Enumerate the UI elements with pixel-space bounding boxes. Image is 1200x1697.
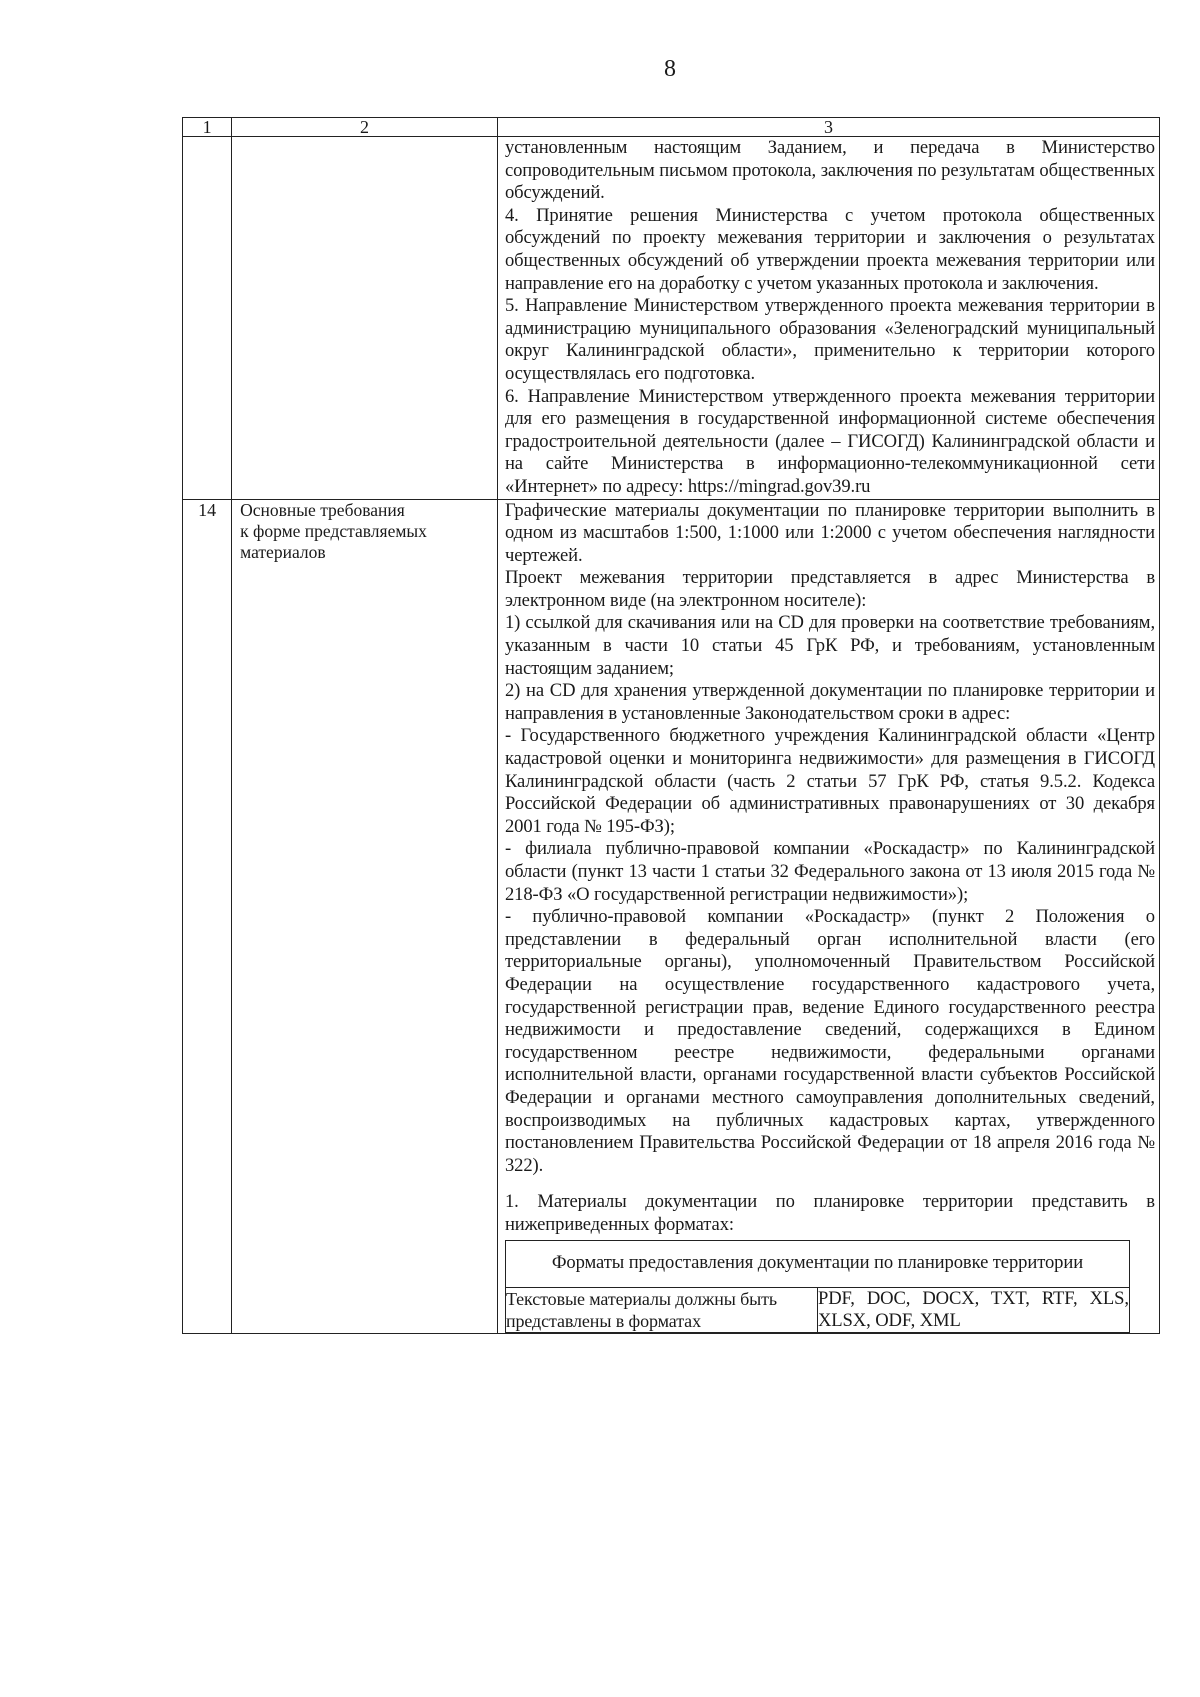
paragraph: - филиала публично-правовой компании «Роскадастр» по Калининградской области (пункт 13 части 1 статьи 32 Федерального закона от 13 июля 2015 года № 218-ФЗ «О государственной регистрации недвижимости»);: [504, 838, 1155, 905]
requirement-line: материалов: [240, 541, 326, 562]
requirements-table: [182, 117, 1160, 1334]
formats-intro: 1. Материалы документации по планировке территории представить в нижеприведенных форматах:: [504, 1191, 1155, 1235]
content-cell: [497, 499, 1159, 1333]
paragraph: Проект межевания территории представляется в адрес Министерства в электронном виде (на электронном носителе):: [504, 567, 1155, 611]
requirement-line: к форме представляемых: [240, 520, 427, 541]
header-col-2: 2: [232, 118, 498, 137]
paragraph: 5. Направление Министерством утвержденного проекта межевания территории в администрацию муниципального образования «Зеленоградский муниципальный округ Калининградской области», применительно к территории которого осуществлялась его подготовка.: [504, 295, 1155, 384]
formats-row: [505, 1287, 1129, 1332]
paragraph: 2) на CD для хранения утвержденной документации по планировке территории и направления в установленные Законодательством сроки в адрес:: [504, 680, 1155, 724]
header-col-3: 3: [497, 118, 1159, 137]
paragraph: - Государственного бюджетного учреждения Калининградской области «Центр кадастровой оценки и мониторинга недвижимости» для размещения в ГИСОГД Калининградской области (часть 2 статьи 57 ГрК РФ, статья 9.5.2. Кодекса Российской Федерации об административных правонарушениях от 30 декабря 2001 года № 195-ФЗ);: [504, 725, 1155, 837]
page-number: 8: [664, 56, 676, 82]
spacer: [505, 1177, 1155, 1191]
formats-title: Форматы предоставления документации по планировке территории: [505, 1240, 1129, 1287]
requirement-empty: [232, 137, 498, 500]
requirement-line: Основные требования: [240, 499, 405, 520]
paragraph: Графические материалы документации по планировке территории выполнить в одном из масштабов 1:500, 1:1000 или 1:2000 с учетом обеспечения наглядности чертежей.: [504, 499, 1155, 566]
table-row-continuation: [183, 137, 1160, 500]
content-cell: [497, 137, 1159, 500]
paragraph: 6. Направление Министерством утвержденного проекта межевания территории для его размещения в государственной информационной системе обеспечения градостроительной деятельности (далее – ГИСОГД) Калининградской области и на сайте Министерства в информационно-телекоммуникационной сети «Интернет» по адресу: https://mingrad.gov39.ru: [504, 385, 1155, 497]
table-header-row: [183, 118, 1160, 137]
row-number: 14: [183, 499, 232, 1333]
row-number-empty: [183, 137, 232, 500]
formats-label: Текстовые материалы должны быть представлены в форматах: [505, 1287, 817, 1332]
header-col-1: 1: [183, 118, 232, 137]
paragraph: 4. Принятие решения Министерства с учетом протокола общественных обсуждений по проекту межевания территории и заключения о результатах общественных обсуждений об утверждении проекта межевания территории или направление его на доработку с учетом указанных протокола и заключения.: [504, 204, 1155, 294]
formats-value: PDF, DOC, DOCX, TXT, RTF, XLS, XLSX, ODF, XML: [817, 1287, 1129, 1331]
paragraph: - публично-правовой компании «Роскадастр» (пункт 2 Положения о представлении в федеральный орган исполнительной власти (его территориальные органы), уполномоченный Правительством Российской Федерации на осуществление государственного кадастрового учета, государственной регистрации прав, ведение Единого государственного реестра недвижимости и предоставление сведений, содержащихся в Едином государственном реестре недвижимости, федеральными органами исполнительной власти, органами государственной власти субъектов Российской Федерации и органами местного самоуправления дополнительных сведений, воспроизводимых на публичных кадастровых картах, утвержденного постановлением Правительства Российской Федерации от 18 апреля 2016 года № 322).: [504, 906, 1155, 1176]
formats-title-row: [505, 1240, 1129, 1287]
requirement-cell: [232, 499, 498, 1333]
paragraph: 1) ссылкой для скачивания или на CD для проверки на соответствие требованиям, указанным в части 10 статьи 45 ГрК РФ, и требованиям, установленным настоящим заданием;: [504, 612, 1155, 679]
formats-table: [505, 1240, 1130, 1333]
paragraph: установленным настоящим Заданием, и передача в Министерство сопроводительным письмом протокола, заключения по результатам общественных обсуждений.: [504, 137, 1155, 204]
table-row-14: [183, 499, 1160, 1333]
